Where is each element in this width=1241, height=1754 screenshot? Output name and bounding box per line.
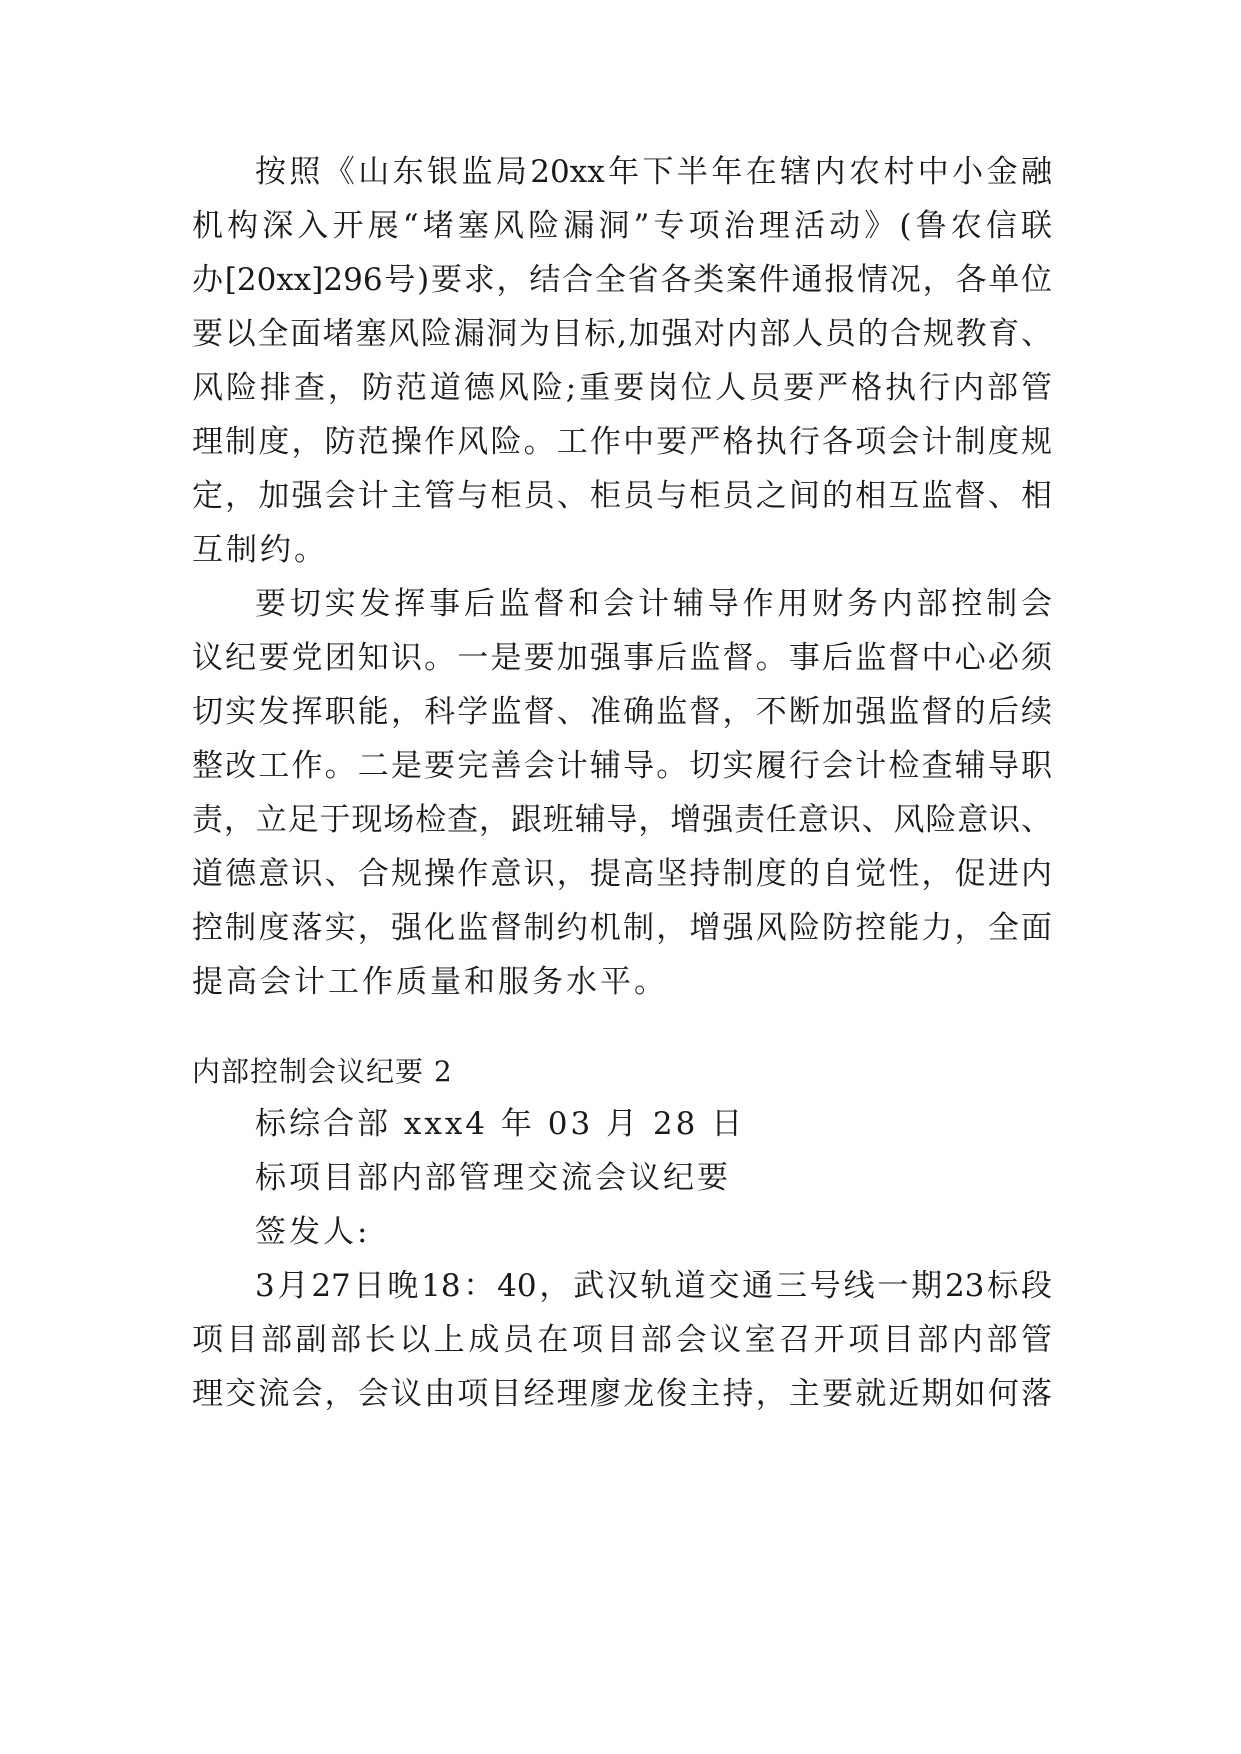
- paragraph-line: 要切实发挥事后监督和会计辅导作用财务内部控制会: [255, 586, 1052, 622]
- paragraph-line: 责，立足于现场检查，跟班辅导，增强责任意识、风险意识、: [192, 802, 1052, 838]
- paragraph-line: 提高会计工作质量和服务水平。: [192, 964, 668, 1000]
- paragraph-line: 理制度，防范操作风险。工作中要严格执行各项会计制度规: [192, 424, 1052, 460]
- paragraph-line: 切实发挥职能，科学监督、准确监督，不断加强监督的后续: [192, 694, 1052, 730]
- paragraph-line: 风险排查，防范道德风险;重要岗位人员要严格执行内部管: [192, 370, 1052, 406]
- memo-title-line: 标项目部内部管理交流会议纪要: [255, 1160, 731, 1196]
- paragraph-line: 互制约。: [192, 532, 328, 568]
- paragraph-line: 议纪要党团知识。一是要加强事后监督。事后监督中心必须: [192, 640, 1052, 676]
- memo-signer-line: 签发人:: [255, 1214, 371, 1250]
- paragraph-line: 控制度落实，强化监督制约机制，增强风险防控能力，全面: [192, 910, 1052, 946]
- paragraph-line: 道德意识、合规操作意识，提高坚持制度的自觉性，促进内: [192, 856, 1052, 892]
- paragraph-line: 要以全面堵塞风险漏洞为目标,加强对内部人员的合规教育、: [192, 316, 1052, 352]
- paragraph-line: 理交流会，会议由项目经理廖龙俊主持，主要就近期如何落: [192, 1376, 1052, 1412]
- paragraph-line: 办[20xx]296号)要求，结合全省各类案件通报情况，各单位: [192, 262, 1052, 298]
- paragraph-line: 定，加强会计主管与柜员、柜员与柜员之间的相互监督、相: [192, 478, 1052, 514]
- paragraph-line: 按照《山东银监局20xx年下半年在辖内农村中小金融: [255, 154, 1052, 190]
- paragraph-line: 整改工作。二是要完善会计辅导。切实履行会计检查辅导职: [192, 748, 1052, 784]
- memo-date-line: 标综合部 xxx4 年 03 月 28 日: [255, 1106, 746, 1142]
- paragraph-line: 3月27日晚18：40，武汉轨道交通三号线一期23标段: [255, 1268, 1052, 1304]
- paragraph-line: 机构深入开展“堵塞风险漏洞”专项治理活动》(鲁农信联: [192, 208, 1052, 244]
- paragraph-line: 项目部副部长以上成员在项目部会议室召开项目部内部管: [192, 1322, 1052, 1358]
- section-heading: 内部控制会议纪要 2: [192, 1055, 453, 1088]
